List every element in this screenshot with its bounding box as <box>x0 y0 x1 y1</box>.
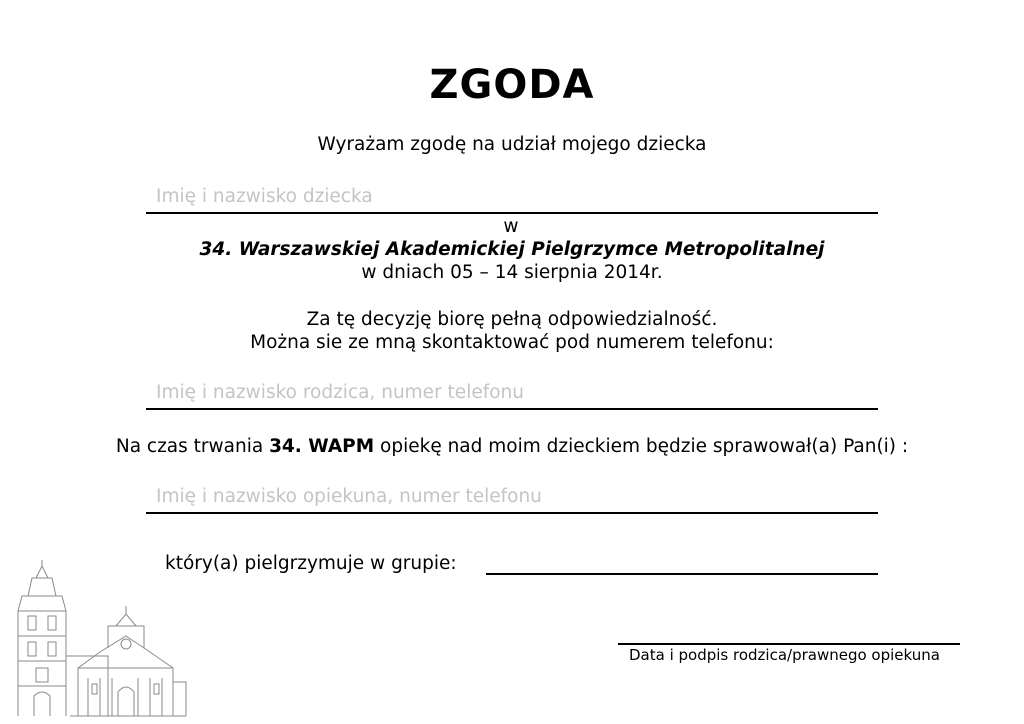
guardian-contact-placeholder[interactable]: Imię i nazwisko opiekuna, numer telefonu <box>156 486 542 507</box>
child-name-line <box>146 212 878 214</box>
guardian-contact-line <box>146 512 878 514</box>
wapm-highlight: 34. WAPM <box>269 436 375 457</box>
guardian-sentence-suffix: opiekę nad moim dzieckiem będzie sprawował(a) Pan(i) : <box>374 436 909 457</box>
responsibility-statement: Za tę decyzję biorę pełną odpowiedzialność. <box>306 309 718 330</box>
child-name-placeholder[interactable]: Imię i nazwisko dziecka <box>156 186 373 207</box>
consent-line: Wyrażam zgodę na udział mojego dziecka <box>317 134 707 155</box>
parent-contact-line <box>146 408 878 410</box>
signature-line <box>618 643 960 645</box>
group-input-line[interactable] <box>486 573 878 575</box>
document-title: ZGODA <box>429 62 595 108</box>
event-name: 34. Warszawskiej Akademickiej Pielgrzymce Metropolitalnej <box>199 239 825 260</box>
church-sketch-icon <box>8 556 188 722</box>
group-label: który(a) pielgrzymuje w grupie: <box>165 553 457 574</box>
in-word: w <box>503 216 519 237</box>
contact-statement: Można sie ze mną skontaktować pod numerem telefonu: <box>250 332 774 353</box>
guardian-sentence-prefix: Na czas trwania <box>115 436 270 457</box>
event-dates: w dniach 05 – 14 sierpnia 2014r. <box>361 262 663 283</box>
parent-contact-placeholder[interactable]: Imię i nazwisko rodzica, numer telefonu <box>156 382 524 403</box>
signature-caption: Data i podpis rodzica/prawnego opiekuna <box>629 646 940 664</box>
guardian-sentence <box>0 436 1024 457</box>
